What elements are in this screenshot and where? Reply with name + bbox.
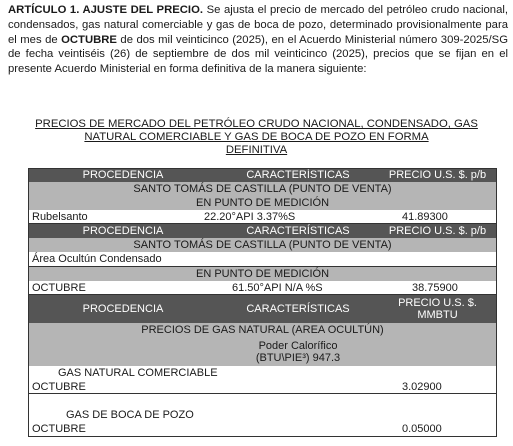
section-row-punto-medicion (28, 196, 497, 210)
cell-caracteristicas: 22.20°API 3.37%S (204, 210, 296, 223)
cell-caracteristicas: 61.50°API N/A %S (232, 281, 323, 294)
section-label: SANTO TOMÁS DE CASTILLA (PUNTO DE VENTA) (133, 239, 392, 251)
poder-calorifico-line-1: Poder Calorífico (258, 339, 338, 352)
table-row-ocultun (28, 252, 497, 267)
cell-precio: 0.05000 (402, 423, 442, 435)
table-title-line-3: DEFINITIVA (225, 144, 288, 156)
paragraph-month: OCTUBRE (61, 33, 117, 46)
poder-calorifico-line-2: (BTU\PIE³) 947.3 (255, 351, 341, 364)
header-procedencia: PROCEDENCIA (82, 169, 164, 181)
table-header-row-gas (28, 295, 497, 323)
section-label: PRECIOS DE GAS NATURAL (AREA OCULTÚN) (141, 324, 384, 336)
section-row-gas-natural (28, 323, 497, 337)
paragraph-text-1: Se ajusta el precio de mercado del petróleo crudo nacional, condensados, gas natural comerciable y gas de boca de pozo, determinado provisionalmente para el mes de (8, 4, 509, 46)
header-procedencia: PROCEDENCIA (82, 225, 164, 237)
section-row-punto-medicion (28, 267, 497, 281)
cell-procedencia: OCTUBRE (32, 281, 86, 294)
cell-mes: OCTUBRE (32, 423, 86, 435)
header-precio-line-2: MMBTU (417, 309, 458, 321)
section-row-santo-tomas (28, 238, 497, 252)
section-row-santo-tomas (28, 182, 497, 196)
cell-precio: 3.02900 (402, 380, 442, 393)
table-title-line-2: NATURAL COMERCIABLE Y GAS DE BOCA DE POZO EN FORMA (84, 131, 429, 143)
paragraph-text-2: de dos mil veinticinco (2025), en el Acuerdo Ministerial número 309-2025/SG de fecha veintiséis (26) de septiembre de dos mil veinticinco (2025), precios que se fijan en el presente Acuerdo Ministerial en forma definitiva de la manera siguiente: (8, 33, 509, 76)
cell-gas-label: GAS NATURAL COMERCIABLE (58, 367, 218, 379)
table-header-row (28, 168, 497, 182)
cell-gas-label: GAS DE BOCA DE POZO (66, 409, 194, 421)
cell-poder-calorifico (218, 337, 378, 366)
row-gas-natural-comerciable (28, 366, 497, 380)
cell-procedencia: Rubelsanto (32, 210, 88, 223)
section-label: EN PUNTO DE MEDICIÓN (195, 268, 330, 280)
article-paragraph (8, 3, 508, 77)
table-title-line-1: PRECIOS DE MERCADO DEL PETRÓLEO CRUDO NACIONAL, CONDENSADO, GAS (35, 118, 478, 130)
cell-procedencia: Área Ocultún Condensado (32, 253, 162, 265)
header-precio: PRECIO U.S. $. p/b (388, 169, 487, 181)
cell-precio: 41.89300 (402, 210, 448, 223)
table-row-octubre-condensado (28, 281, 497, 295)
cell-mes: OCTUBRE (32, 380, 86, 393)
header-precio: PRECIO U.S. $. p/b (388, 225, 487, 237)
cell-precio: 38.75900 (412, 281, 458, 294)
table-row-rubelsanto (28, 210, 497, 224)
header-precio (378, 295, 497, 323)
header-caracteristicas: CARACTERÍSTICAS (246, 225, 350, 237)
header-caracteristicas: CARACTERÍSTICAS (246, 303, 350, 315)
section-label: EN PUNTO DE MEDICIÓN (195, 197, 330, 209)
table-row-octubre-gbp (28, 422, 497, 436)
row-poder-calorifico (28, 337, 497, 366)
section-label: SANTO TOMÁS DE CASTILLA (PUNTO DE VENTA) (133, 183, 392, 195)
row-gas-boca-pozo (28, 408, 497, 422)
header-caracteristicas: CARACTERÍSTICAS (246, 169, 350, 181)
article-lead: ARTÍCULO 1. AJUSTE DEL PRECIO. (8, 4, 204, 16)
header-procedencia: PROCEDENCIA (82, 303, 164, 315)
header-precio-line-1: PRECIO U.S. $. (398, 297, 477, 309)
table-header-row (28, 224, 497, 238)
table-row-octubre-gnc (28, 380, 497, 394)
